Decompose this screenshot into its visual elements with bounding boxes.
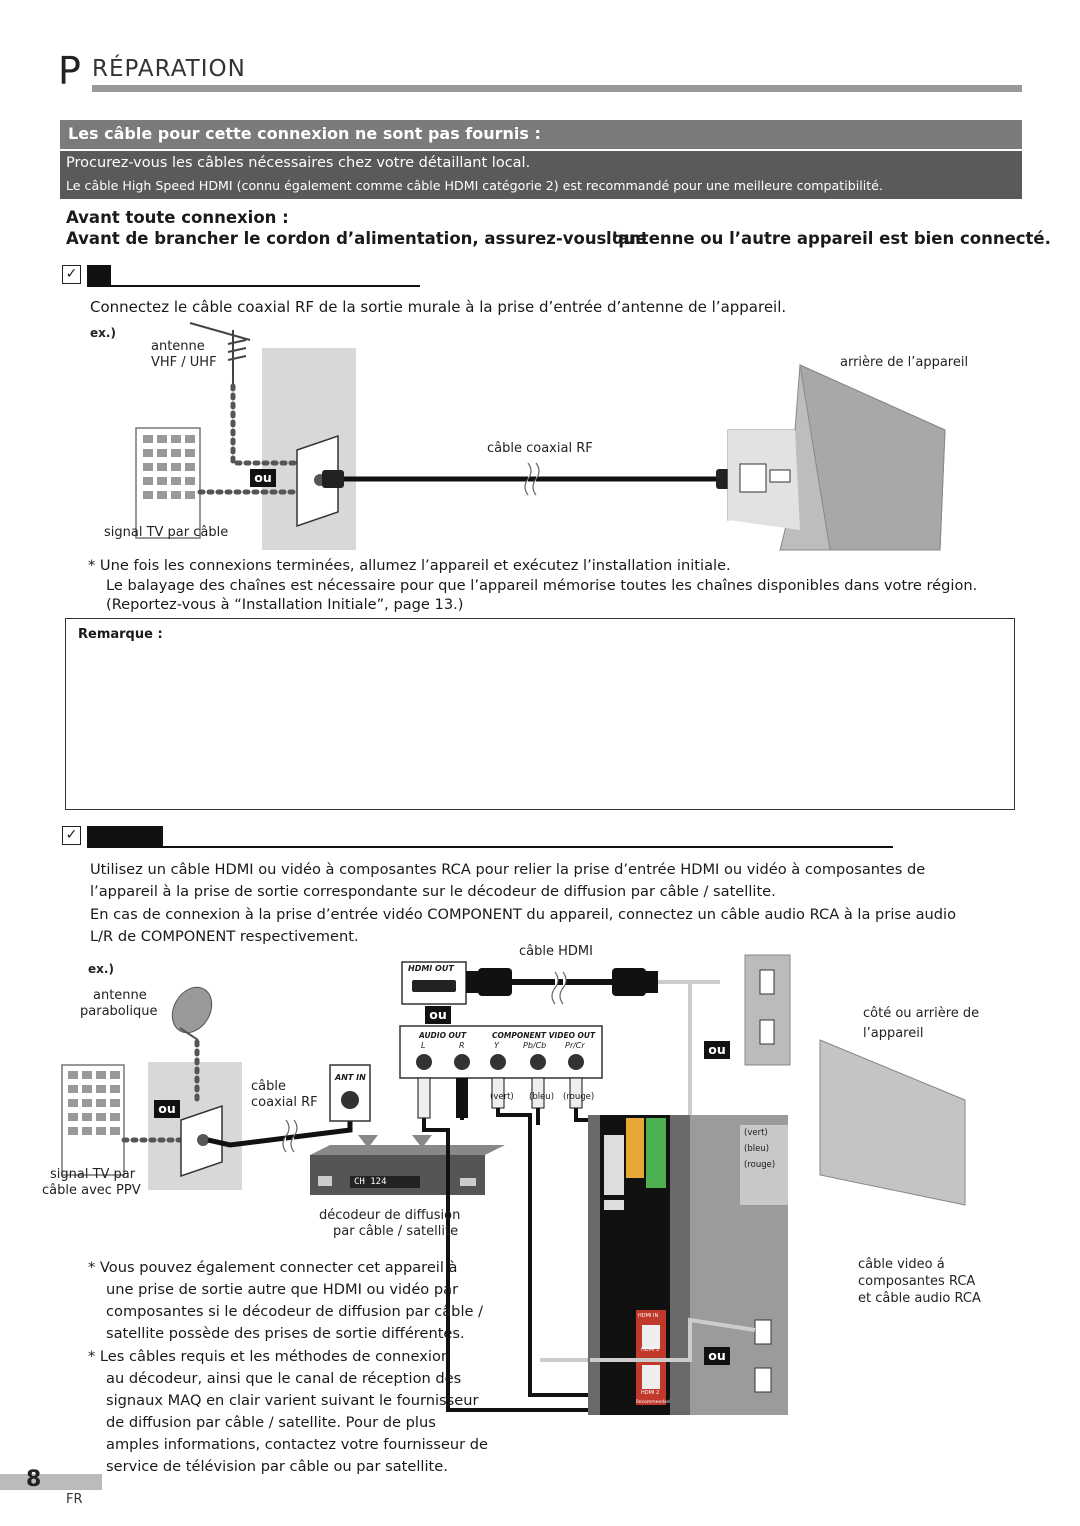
panel-recommended: Recommended	[636, 1400, 670, 1405]
remark-box	[65, 618, 1015, 810]
antenna-label-2: VHF / UHF	[151, 355, 217, 370]
port-r-label: R	[459, 1041, 465, 1050]
panel-red-label: (rouge)	[744, 1160, 776, 1170]
side-label-2: l’appareil	[863, 1026, 924, 1041]
green-label: (vert)	[490, 1092, 514, 1102]
hdmi-cable-label: câble HDMI	[519, 944, 593, 959]
red-label: (rouge)	[563, 1092, 595, 1102]
page-tab	[0, 1474, 102, 1490]
rf-cable-label: câble coaxial RF	[487, 441, 593, 456]
section2-ex: ex.)	[88, 962, 114, 976]
title-rule	[92, 85, 1022, 92]
blue-label: (bleu)	[529, 1092, 555, 1102]
ou-badge-5: ou	[704, 1347, 730, 1365]
section2-heading-block	[87, 826, 163, 846]
cable-tv-signal-label: signal TV par câble	[104, 525, 229, 540]
ou-badge-4: ou	[704, 1041, 730, 1059]
page-title: RÉPARATION	[92, 56, 246, 82]
section1-heading-rule	[87, 285, 420, 287]
decoder-icon	[310, 1145, 505, 1195]
panel-blue-label: (bleu)	[744, 1144, 770, 1154]
dish-label-2: parabolique	[80, 1004, 158, 1019]
decoder-label-2: par câble / satellite	[333, 1224, 459, 1239]
hdmi-out-label: HDMI OUT	[408, 964, 454, 973]
section2-note-b3: signaux MAQ en clair varient suivant le fournisseur	[106, 1392, 479, 1409]
section1-note3: (Reportez-vous à “Installation Initiale”, page 13.)	[106, 596, 464, 613]
tv-rear-icon	[728, 365, 945, 550]
title-initial: P	[58, 49, 81, 93]
warning-line2b: l’antenne ou l’autre appareil est bien connecté.	[606, 229, 1051, 248]
satellite-dish-icon	[164, 980, 219, 1040]
page-number: 8	[26, 1467, 42, 1492]
antenna-label-1: antenne	[151, 339, 205, 354]
remark-title: Remarque :	[78, 627, 163, 642]
decoder-label-1: décodeur de diffusion	[319, 1208, 461, 1223]
component-out-label: COMPONENT VIDEO OUT	[492, 1031, 596, 1040]
section2-heading-rule	[87, 846, 893, 848]
ou-badge-3: ou	[154, 1100, 180, 1118]
ppv-label-1: signal TV par	[50, 1167, 136, 1182]
warning-line1: Avant toute connexion :	[66, 208, 289, 227]
panel-green-label: (vert)	[744, 1128, 768, 1138]
section2-intro2: l’appareil à la prise de sortie correspondante sur le décodeur de diffusion par câble / satellite.	[90, 883, 776, 900]
panel-hdmi2: HDMI 2	[641, 1390, 660, 1396]
section1-heading-block	[87, 265, 111, 285]
cables-info-box	[60, 151, 1022, 199]
ppv-label-2: câble avec PPV	[42, 1183, 141, 1198]
side-label-1: côté ou arrière de	[863, 1006, 980, 1021]
section1-checkbox-icon: ✓	[62, 265, 81, 284]
coax-label-2: coaxial RF	[251, 1095, 318, 1110]
port-pr-label: Pr/Cr	[565, 1041, 585, 1050]
port-pb-label: Pb/Cb	[523, 1041, 547, 1050]
ou-badge: ou	[250, 469, 276, 487]
cables-banner-title: Les câble pour cette connexion ne sont pas fournis :	[68, 124, 541, 143]
section2-intro3: En cas de connexion à la prise d’entrée vidéo COMPONENT du appareil, connectez un câble audio RCA à la prise audio	[90, 906, 957, 923]
section1-intro: Connectez le câble coaxial RF de la sortie murale à la prise d’entrée d’antenne de l’appareil.	[90, 298, 787, 316]
section2-note-b2: au décodeur, ainsi que le canal de réception des	[106, 1370, 462, 1387]
building-icon	[62, 1065, 124, 1175]
section1-ex: ex.)	[90, 326, 116, 340]
rca-label-1: câble video á	[858, 1257, 945, 1272]
section1-note2: Le balayage des chaînes est nécessaire pour que l’appareil mémorise toutes les chaînes disponibles dans votre région.	[106, 577, 978, 594]
section2-checkbox-icon: ✓	[62, 826, 81, 845]
building-icon	[136, 428, 200, 538]
rca-label-3: et câble audio RCA	[858, 1291, 981, 1306]
dish-label-1: antenne	[93, 988, 147, 1003]
decoder-display: CH 124	[354, 1177, 387, 1187]
section2-note-b5: amples informations, contactez votre fournisseur de	[106, 1436, 488, 1453]
ant-in-label: ANT IN	[335, 1073, 366, 1082]
panel-hdmi-in: HDMI IN	[638, 1313, 659, 1319]
panel-hdmi1: HDMI 1	[641, 1347, 660, 1353]
page-language: FR	[66, 1492, 83, 1507]
coax-label-1: câble	[251, 1079, 286, 1094]
section2-note-a3: composantes si le décodeur de diffusion par câble /	[106, 1303, 484, 1320]
section2-note-a4: satellite possède des prises de sortie différentes.	[106, 1325, 465, 1342]
section2-intro4: L/R de COMPONENT respectivement.	[90, 928, 359, 945]
audio-out-label: AUDIO OUT	[419, 1031, 467, 1040]
rca-label-2: composantes RCA	[858, 1274, 976, 1289]
section2-note-b6: service de télévision par câble ou par satellite.	[106, 1458, 448, 1475]
section2-note-a2: une prise de sortie autre que HDMI ou vidéo par	[106, 1281, 459, 1298]
section1-note1: * Une fois les connexions terminées, allumez l’appareil et exécutez l’installation initiale.	[88, 557, 731, 574]
cables-info-line2: Le câble High Speed HDMI (connu également comme câble HDMI catégorie 2) est recommandé pour une meilleure compatibilité.	[66, 178, 883, 193]
ou-badge-2: ou	[425, 1006, 451, 1024]
rear-of-unit-label: arrière de l’appareil	[840, 355, 969, 370]
warning-line2a: Avant de brancher le cordon d’alimentation, assurez-vous que	[66, 229, 647, 248]
section2-note-a1: * Vous pouvez également connecter cet appareil à	[88, 1259, 458, 1276]
cables-banner	[60, 120, 1022, 149]
cables-info-line1: Procurez-vous les câbles nécessaires chez votre détaillant local.	[66, 155, 531, 171]
section2-note-b4: de diffusion par câble / satellite. Pour de plus	[106, 1414, 436, 1431]
section2-note-b1: * Les câbles requis et les méthodes de connexion	[88, 1348, 451, 1365]
port-y-label: Y	[494, 1041, 499, 1050]
section2-intro1: Utilisez un câble HDMI ou vidéo à composantes RCA pour relier la prise d’entrée HDMI ou vidéo à composantes de	[90, 861, 926, 878]
port-l-label: L	[421, 1041, 426, 1050]
